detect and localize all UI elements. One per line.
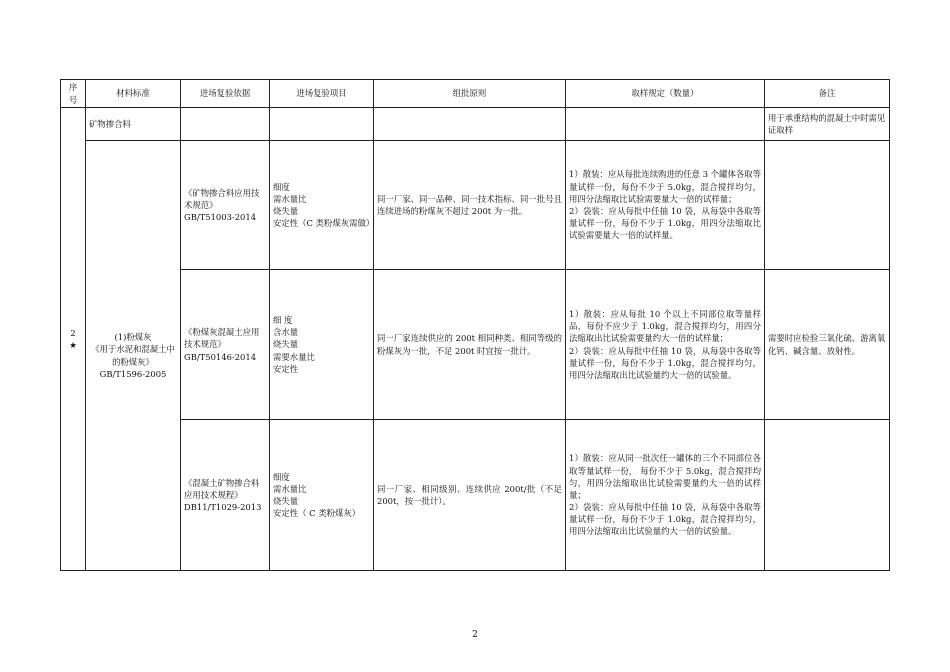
table-row — [61, 270, 890, 420]
empty-cell — [765, 420, 890, 571]
header-seq: 序 号 — [61, 80, 86, 108]
empty-cell — [270, 108, 374, 141]
batch-cell: 同一厂家、同一品种、同一技术指标、同一批号且连续进场的粉煤灰不超过 200t 为一批。 — [374, 141, 566, 270]
header-row — [61, 80, 890, 108]
empty-cell — [374, 108, 566, 141]
empty-cell — [566, 108, 765, 141]
remark-cell: 需要时应检验三氧化硫、游离氧化钙、碱含量、放射性。 — [765, 270, 890, 420]
sampling-cell: 1）散装：应从同一批次任一罐体的三个不同部位各取等量试样一份， 每份不少于 5.0kg，混合搅拌均匀，用四分法缩取出比试验需要量约大一倍的试样量； 2）袋装：应从每批中任抽 10 袋，从每袋中各取等量试样一份，每份不少于 1.0kg，混合搅拌均匀，用四分法缩取出比试验量约大一倍的试验量。 — [566, 420, 765, 571]
category-name: 矿物掺合料 — [86, 108, 181, 141]
header-basis: 进场复验依据 — [181, 80, 270, 108]
basis-cell: 《矿物掺合料应用技术规范》 GB/T51003-2014 — [181, 141, 270, 270]
empty-cell — [181, 108, 270, 141]
basis-cell: 《粉煤灰混凝土应用技术规范》 GB/T50146-2014 — [181, 270, 270, 420]
sampling-cell: 1）散装：应从每批连续购进的任意 3 个罐体各取等量试样一份，每份不少于 5.0kg，混合搅拌均匀，用四分法缩取比试验需要量大一倍的试样量； 2）袋装：应从每批中任抽 10 袋，从每袋中各取等量试样一份，每份不少于 1.0kg，用四分法缩取比试验需要量大一倍的试样量。 — [566, 141, 765, 270]
table-row — [61, 141, 890, 270]
category-row — [61, 108, 890, 141]
items-cell: 细 度 含水量 烧失量 需要水量比 安定性 — [270, 270, 374, 420]
batch-cell: 同一厂家连续供应的 200t 相同种类、相同等级的粉煤灰为一批，不足 200t 时宜按一批计。 — [374, 270, 566, 420]
batch-cell: 同一厂家、相同级别、连续供应 200t/批（不足 200t，按一批计）。 — [374, 420, 566, 571]
items-cell: 细度 需水量比 烧失量 安定性（ C 类粉煤灰） — [270, 420, 374, 571]
category-note: 用于承重结构的混凝土中时需见证取样 — [765, 108, 890, 141]
header-sampling: 取样规定（数量） — [566, 80, 765, 108]
empty-cell — [765, 141, 890, 270]
items-cell: 细度 需水量比 烧失量 安定性（C 类粉煤灰需做） — [270, 141, 374, 270]
header-batch: 组批原则 — [374, 80, 566, 108]
header-items: 进场复验项目 — [270, 80, 374, 108]
sampling-cell: 1）散装：应从每批 10 个以上不同部位取等量样品，每份不应少于 1.0kg，混合搅拌均匀，用四分法缩取出比试验需要量约大一倍的试样量； 2）袋装：应从每批中任抽 10 袋，从每袋中各取等量试样一份，每份不少于 1.0kg，混合搅拌均匀，用四分法缩取出比试验量约大一倍的试验量。 — [566, 270, 765, 420]
inspection-table — [60, 79, 890, 571]
page-number: 2 — [472, 630, 478, 640]
table-row — [61, 420, 890, 571]
material-cell: (1)粉煤灰 《用于水泥和混凝土中的粉煤灰》 GB/T1596-2005 — [86, 141, 181, 571]
basis-cell: 《混凝土矿物掺合料应用技术规程》 DB11/T1029-2013 — [181, 420, 270, 571]
header-material: 材料标准 — [86, 80, 181, 108]
header-remark: 备注 — [765, 80, 890, 108]
seq-cell: 2 ★ — [61, 108, 86, 571]
